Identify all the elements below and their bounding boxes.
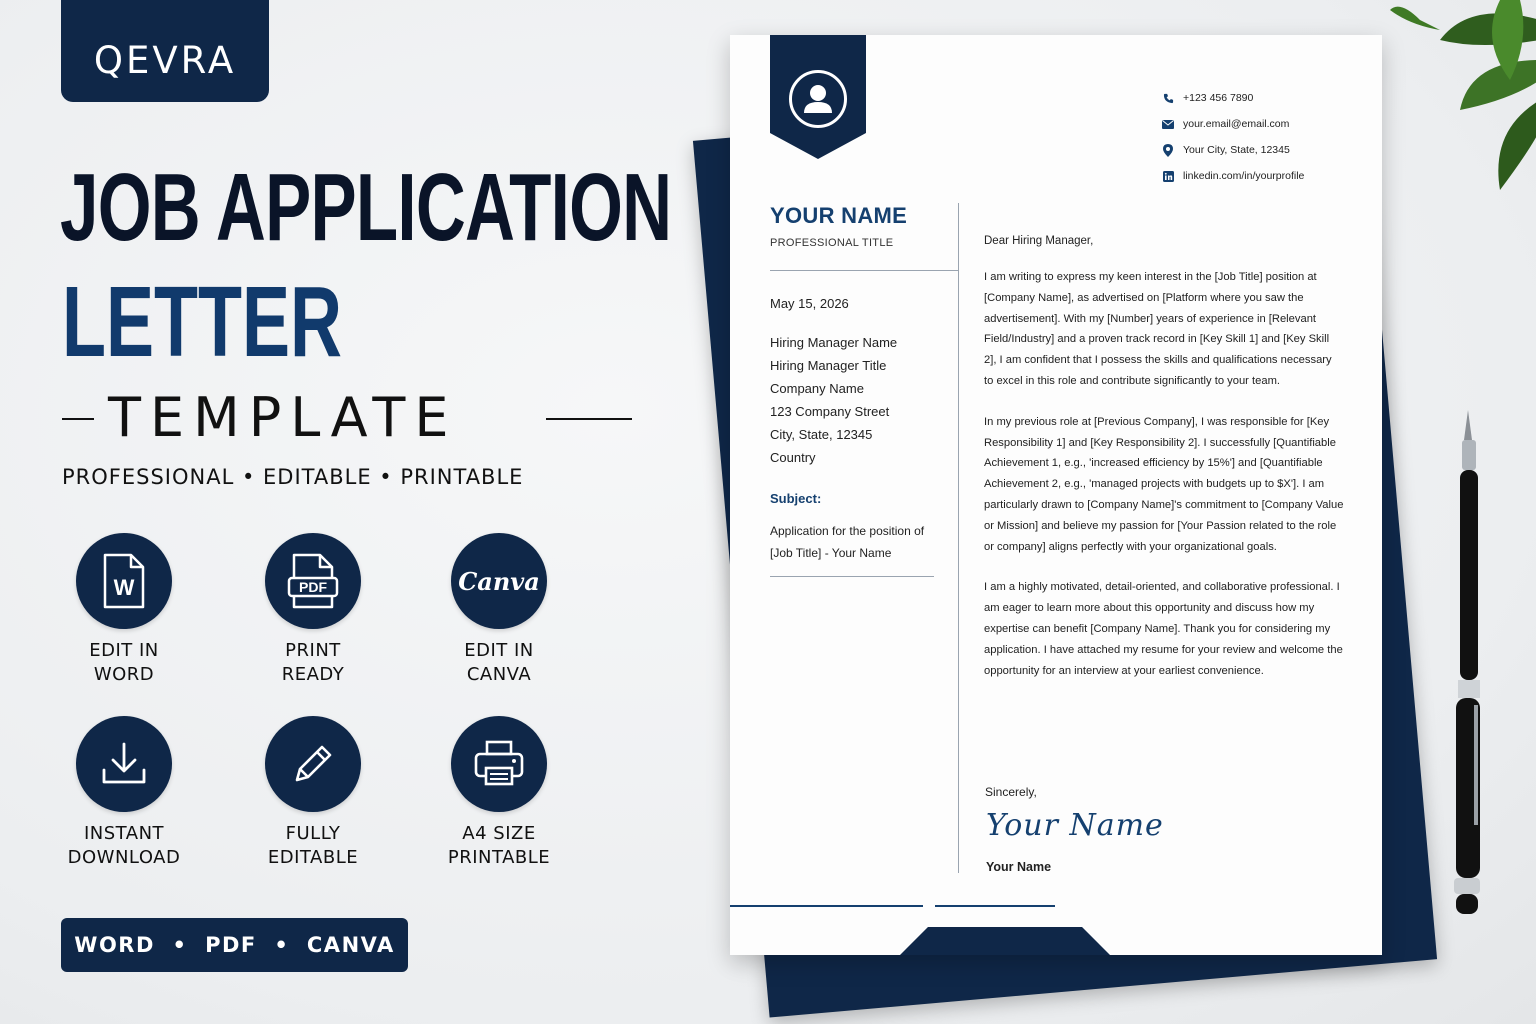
location-pin-icon: [1158, 144, 1178, 157]
pdf-file-icon: [265, 533, 361, 629]
feature-label: EDIT IN: [464, 640, 534, 661]
word-icon-letter: W: [113, 575, 135, 600]
recipient-line: City, State, 12345: [770, 427, 873, 442]
avatar-icon: [789, 70, 847, 128]
pencil-icon: [265, 716, 361, 812]
feature-edit-in-word: [39, 533, 209, 687]
contact-location: [1158, 137, 1368, 163]
contact-linkedin: [1158, 163, 1368, 189]
phone-text: +123 456 7890: [1183, 92, 1254, 104]
word-file-icon: [76, 533, 172, 629]
location-text: Your City, State, 12345: [1183, 144, 1290, 156]
letter-body: [984, 235, 1344, 681]
linkedin-icon: [1158, 171, 1178, 182]
footer-line: [935, 905, 1055, 907]
formats-text: WORD • PDF • CANVA: [74, 933, 395, 957]
canva-logo-icon: [451, 533, 547, 629]
letter-document: [730, 35, 1382, 955]
feature-label: CANVA: [466, 664, 532, 685]
feature-a4-printable: [414, 716, 584, 870]
feature-label: EDIT IN: [89, 640, 159, 661]
divider-line: [770, 576, 934, 577]
footer-shape: [898, 927, 1112, 955]
mail-icon: [1158, 120, 1178, 129]
professional-title: PROFESSIONAL TITLE: [770, 237, 894, 249]
divider-line: [62, 418, 94, 420]
headline-line1: JOB APPLICATION: [60, 154, 672, 261]
divider-line: [770, 270, 958, 271]
feature-edit-in-canva: [414, 533, 584, 687]
headline-line3: TEMPLATE: [108, 386, 458, 449]
tagline: PROFESSIONAL • EDITABLE • PRINTABLE: [62, 465, 524, 489]
feature-fully-editable: [228, 716, 398, 870]
recipient-line: Hiring Manager Name: [770, 335, 898, 350]
pen-image: [1438, 410, 1488, 930]
canva-logo-text: Canva: [458, 566, 540, 596]
letter-date: May 15, 2026: [770, 296, 849, 311]
formats-badge: [61, 918, 408, 972]
footer-line: [730, 905, 923, 907]
phone-icon: [1158, 93, 1178, 104]
closing: Sincerely,: [985, 785, 1037, 799]
printer-icon: [451, 716, 547, 812]
contact-email: [1158, 111, 1368, 137]
signature: Your Name: [986, 808, 1164, 843]
signed-name: Your Name: [986, 860, 1052, 874]
feature-label: FULLY: [285, 823, 341, 844]
subject-text: Application for the position of [Job Title] - Your Name: [770, 524, 925, 560]
recipient-line: Country: [770, 450, 816, 465]
feature-label: PRINTABLE: [447, 847, 551, 868]
contact-phone: [1158, 85, 1368, 111]
body-paragraph: I am a highly motivated, detail-oriented, and collaborative professional. I am eager to learn more about this opportunity and discuss how my expertise can benefit [Company Name]. Thank you for considering my application. I have attached my resume for your review and welcome the opportunity for an interview at your earliest convenience.: [984, 581, 1343, 677]
feature-label: PRINT: [285, 640, 341, 661]
feature-label: A4 SIZE: [462, 823, 536, 844]
recipient-line: 123 Company Street: [770, 404, 890, 419]
body-paragraph: In my previous role at [Previous Company], I was responsible for [Key Responsibility 1] and [Key Responsibility 2]. I successfully [Quantifiable Achievement 1, e.g., 'increased efficiency by 15%'] and [Quantifiable Achievement 2, e.g., 'managed projects with budgets up to $X']. I am particularly drawn to [Company Name]'s commitment to [Company Value or Mission] and believe my passion for [Your Passion related to the role or company] aligns perfectly with your organizational goals.: [984, 415, 1344, 553]
recipient-line: Hiring Manager Title: [770, 358, 887, 373]
plant-leaves-image: [1380, 0, 1536, 200]
headline-line2: LETTER: [62, 266, 342, 378]
divider-line: [546, 418, 632, 420]
headline-template-row: [62, 388, 572, 448]
feature-label: DOWNLOAD: [67, 847, 181, 868]
greeting: Dear Hiring Manager,: [984, 235, 1094, 247]
contact-info: [1158, 85, 1368, 189]
download-icon: [76, 716, 172, 812]
pdf-icon-text: PDF: [299, 579, 327, 595]
vertical-divider: [958, 203, 959, 873]
feature-label: WORD: [93, 664, 155, 685]
recipient-block: [770, 331, 897, 469]
linkedin-text: linkedin.com/in/yourprofile: [1183, 170, 1305, 182]
feature-label: INSTANT: [83, 823, 165, 844]
feature-instant-download: [39, 716, 209, 870]
feature-label: EDITABLE: [267, 847, 359, 868]
email-text: your.email@email.com: [1183, 118, 1290, 130]
body-paragraph: I am writing to express my keen interest in the [Job Title] position at [Company Name], as advertised on [Platform where you saw the advertisement]. With my [Number] years of experience in [Relevant Field/Industry] and a proven track record in [Key Skill 1] and [Key Skill 2], I am confident that I possess the skills and qualifications necessary to excel in this role and contribute significantly to your team.: [984, 271, 1332, 387]
brand-badge: [61, 0, 269, 102]
feature-print-ready: [228, 533, 398, 687]
subject-heading: Subject:: [770, 491, 822, 506]
header-ribbon: [770, 35, 866, 159]
brand-name: QEVRA: [93, 38, 237, 82]
applicant-name: YOUR NAME: [770, 203, 908, 228]
feature-label: READY: [281, 664, 345, 685]
recipient-line: Company Name: [770, 381, 864, 396]
